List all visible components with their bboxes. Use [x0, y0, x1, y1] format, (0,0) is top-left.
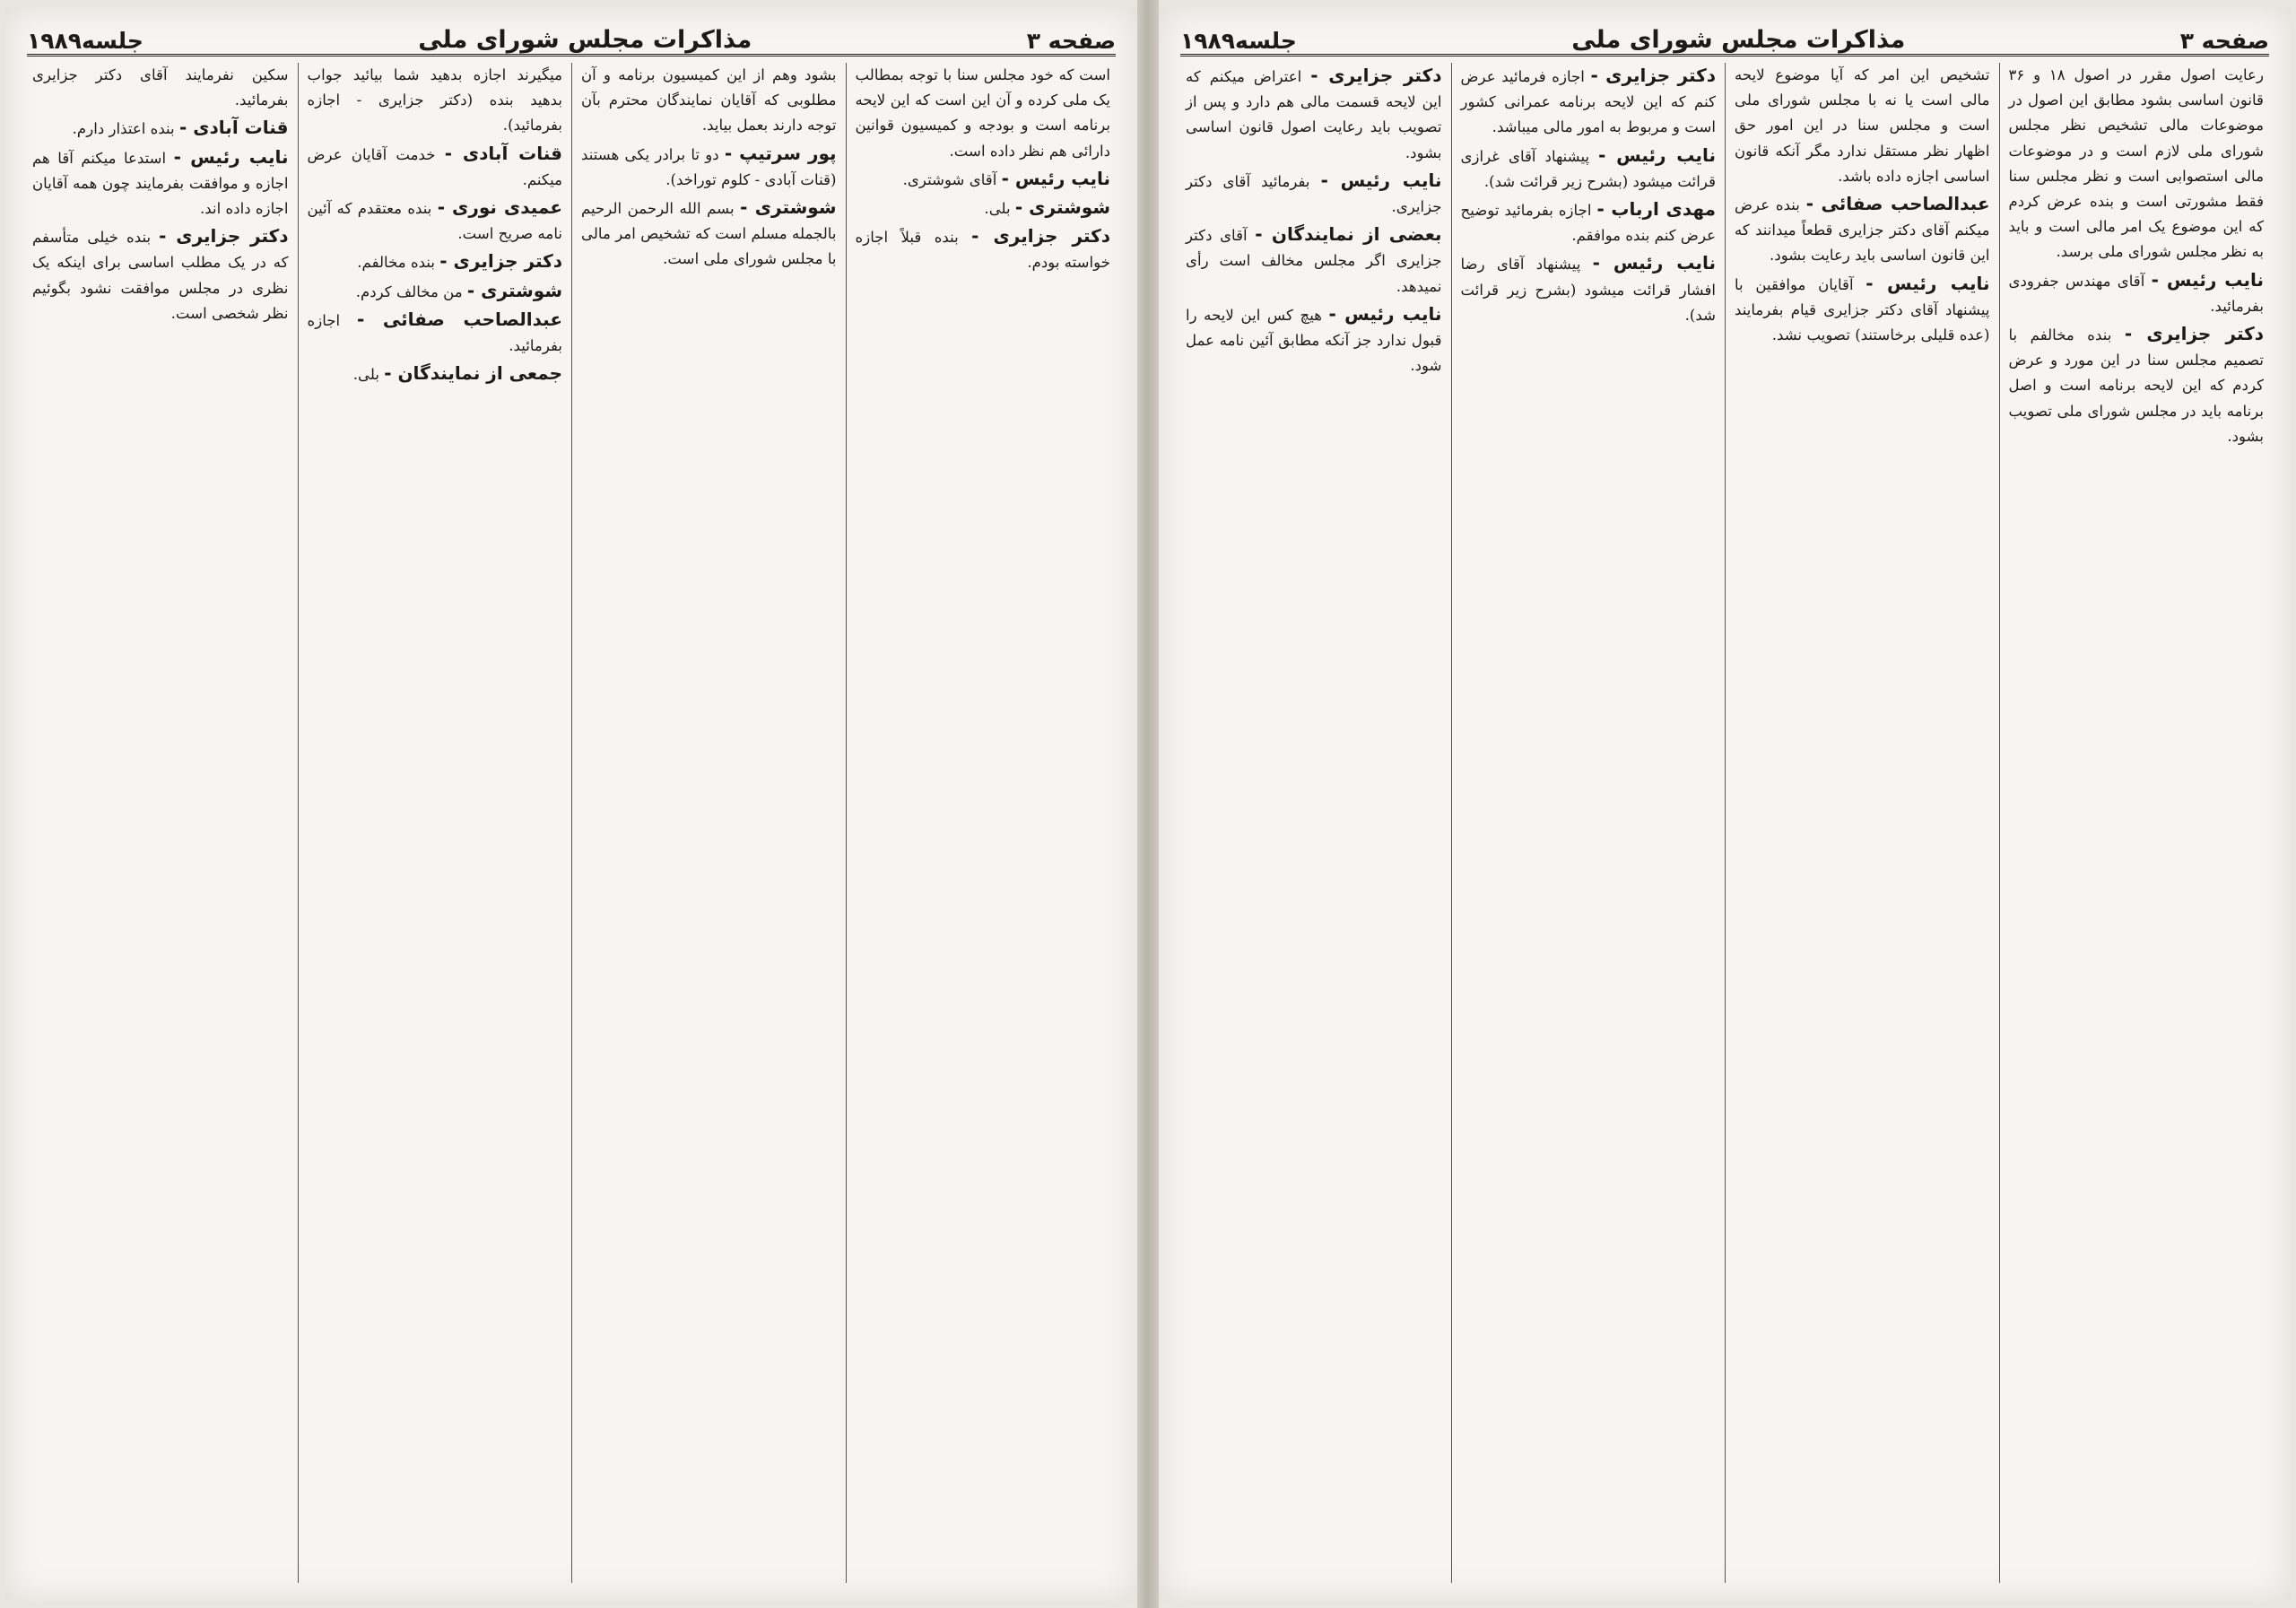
speaker-name: دکتر جزایری -	[1310, 65, 1442, 86]
text-columns	[1177, 63, 2273, 1583]
speech-text: بنده مخالفم.	[357, 254, 435, 272]
text-column	[23, 63, 298, 1583]
speech-text: بلی.	[984, 200, 1011, 218]
paragraph	[32, 223, 289, 326]
speaker-name: نایب رئیس -	[1328, 302, 1442, 325]
paragraph	[581, 141, 837, 193]
page-title: مذاکرات مجلس شورای ملی	[1571, 26, 1906, 54]
paragraph	[2009, 267, 2265, 319]
paragraph	[308, 248, 563, 275]
speaker-name: بعضی از نمایندگان -	[1255, 223, 1442, 246]
paragraph	[1186, 63, 1442, 166]
speech-text: اجازه بفرمائید توضیح عرض کنم بنده موافقم.	[1460, 202, 1716, 245]
speech-text: تشخیص این امر که آیا موضوع لایحه مالی است یا نه با مجلس شورای ملی است و مجلس سنا در این امور حق اظهار نظر مستقل ندارد مگر آنکه قانون اساسی اجازه داده باشد.	[1735, 66, 1990, 185]
speech-text: اجازه فرمائید عرض کنم که این لایحه برنامه عمرانی کشور است و مربوط به امور مالی میباشد.	[1460, 68, 1716, 136]
speech-text: دو تا برادر یکی هستند (قنات آبادی - کلوم توراخد).	[581, 145, 837, 188]
right-page	[1159, 7, 2291, 1601]
paragraph	[1461, 63, 1717, 141]
paragraph	[308, 307, 563, 359]
speech-text: آقایان موافقین با پیشنهاد آقای دکتر جزایری قیام بفرمایند (عده قلیلی برخاستند) تصویب نشد.	[1735, 275, 1990, 344]
paragraph	[856, 166, 1111, 193]
speech-text: آقای دکتر جزایری اگر مجلس مخالف است رأی نمیدهد.	[1186, 227, 1442, 295]
speaker-name: نایب رئیس -	[173, 145, 289, 168]
paragraph	[308, 141, 563, 193]
paragraph	[32, 63, 289, 113]
paragraph	[308, 361, 563, 387]
paragraph	[1186, 222, 1442, 300]
speech-text: هیچ کس این لایحه را قبول ندارد جز آنکه مطابق آئین نامه عمل شود.	[1186, 306, 1442, 375]
paragraph	[1461, 196, 1717, 248]
speaker-name: قنات آبادی -	[178, 117, 289, 139]
paragraph	[581, 63, 837, 139]
page-number: صفحه ۳	[1026, 28, 1116, 54]
speech-text: بنده خیلی متأسفم که در یک مطلب اساسی برای اینکه یک نظری در مجلس موافقت نشود بگوئیم نظر شخصی است.	[32, 229, 289, 322]
page-header	[1180, 14, 2269, 56]
paragraph	[1186, 168, 1442, 220]
paragraph	[1735, 63, 1990, 189]
paragraph	[308, 63, 563, 139]
speaker-name: نایب رئیس -	[1866, 272, 1990, 294]
session-number: جلسه۱۹۸۹	[27, 28, 144, 54]
speaker-name: دکتر جزایری -	[2124, 323, 2264, 345]
paragraph	[2009, 63, 2265, 265]
speaker-name: عبدالصاحب صفائی -	[357, 308, 562, 330]
speech-text: آقای مهندس جفرودی بفرمائید.	[2008, 272, 2264, 315]
paragraph	[1461, 143, 1717, 195]
text-column	[846, 63, 1120, 1583]
left-page	[5, 7, 1137, 1601]
speech-text: خدمت آقایان عرض میکنم.	[307, 145, 562, 188]
speech-text: پیشنهاد آقای رضا افشار قرائت میشود (بشرح زیر قرائت شد).	[1460, 256, 1716, 324]
text-columns	[23, 63, 1119, 1583]
page-header	[27, 14, 1116, 56]
speech-text: استدعا میکنم آقا هم اجازه و موافقت بفرمایند چون همه آقایان اجازه داده اند.	[32, 149, 289, 218]
speaker-name: نایب رئیس -	[2151, 268, 2264, 291]
speaker-name: دکتر جزایری -	[971, 225, 1111, 248]
speech-text: بنده اعتذار دارم.	[72, 120, 175, 138]
speaker-name: پور سرتیپ -	[724, 142, 837, 164]
text-column	[571, 63, 846, 1583]
paragraph	[581, 195, 837, 273]
text-column	[1451, 63, 1726, 1583]
speaker-name: قنات آبادی -	[444, 142, 562, 164]
text-column	[1999, 63, 2274, 1583]
speech-text: بنده مخالفم با تصمیم مجلس سنا در این مورد و عرض کردم که این لایحه برنامه است و اصل برنامه باید در مجلس شورای ملی تصویب بشود.	[2008, 326, 2264, 445]
speaker-name: نایب رئیس -	[1001, 167, 1110, 189]
speech-text: اعتراض میکنم که این لایحه قسمت مالی هم دارد و پس از تصویب باید رعایت اصول قانون اساسی بشود.	[1186, 68, 1442, 161]
paragraph	[856, 63, 1111, 164]
speech-text: اجازه بفرمائید.	[307, 311, 562, 355]
speaker-name: دکتر جزایری -	[1590, 65, 1716, 86]
speaker-name: نایب رئیس -	[1592, 252, 1716, 274]
paragraph	[1735, 191, 1990, 269]
speech-text: بلی.	[352, 366, 379, 384]
speech-text: بشود وهم از این کمیسیون برنامه و آن مطلوبی که آقایان نمایندگان محترم بآن توجه دارند بعمل بیاید.	[581, 66, 837, 135]
speech-text: بنده عرض میکنم آقای دکتر جزایری قطعاً میدانند که این قانون اساسی باید رعایت بشود.	[1735, 196, 1990, 265]
speech-text: آقای شوشتری.	[902, 170, 997, 188]
paragraph	[856, 195, 1111, 222]
page-number: صفحه ۳	[2179, 28, 2269, 54]
speech-text: پیشنهاد آقای غرازی قرائت میشود (بشرح زیر قرائت شد).	[1460, 147, 1716, 190]
speaker-name: دکتر جزایری -	[159, 225, 289, 248]
paragraph	[1186, 301, 1442, 379]
speaker-name: دکتر جزایری -	[439, 250, 562, 273]
paragraph	[308, 278, 563, 305]
speech-text: بفرمائید آقای دکتر جزایری.	[1186, 172, 1442, 216]
speaker-name: شوشتری -	[740, 196, 837, 219]
speech-text: بنده معتقدم که آئین نامه صریح است.	[307, 200, 562, 243]
speech-text: رعایت اصول مقرر در اصول ۱۸ و ۳۶ قانون اساسی بشود مطابق این اصول در موضوعات مالی تشخیص نظر مجلس شورای ملی لازم است و در موضوعات مالی استصوابی است و نظر مجلس سنا فقط مشورتی است و بنده عرض کردم که این موضوع یک امر مالی است و باید به نظر مجلس شورای ملی برسد.	[2008, 66, 2264, 261]
speech-text: است که خود مجلس سنا با توجه بمطالب یک ملی کرده و آن این است که این لایحه برنامه است و بودجه و کمیسیون قوانین دارائی هم نظر داده است.	[855, 66, 1110, 160]
speaker-name: عمیدی نوری -	[437, 196, 562, 219]
speech-text: بسم الله الرحمن الرحیم بالجمله مسلم است که تشخیص امر مالی با مجلس شورای ملی است.	[581, 200, 837, 268]
speaker-name: جمعی از نمایندگان -	[384, 362, 562, 385]
paragraph	[32, 115, 289, 142]
speaker-name: شوشتری -	[1014, 196, 1110, 219]
speaker-name: عبدالصاحب صفائی -	[1805, 193, 1990, 215]
speaker-name: مهدی ارباب -	[1596, 198, 1716, 221]
paragraph	[1461, 250, 1717, 328]
paragraph	[32, 144, 289, 222]
speech-text: من مخالف کردم.	[355, 282, 463, 300]
speech-text: میگیرند اجازه بدهید شما بیائید جواب بدهید بنده (دکتر جزایری - اجازه بفرمائید).	[307, 66, 562, 135]
paragraph	[2009, 321, 2265, 449]
paragraph	[1735, 271, 1990, 349]
text-column	[1725, 63, 1999, 1583]
text-column	[1177, 63, 1451, 1583]
speaker-name: شوشتری -	[466, 279, 562, 301]
speech-text: سکین نفرمایند آقای دکتر جزایری بفرمائید.	[32, 66, 289, 109]
session-number: جلسه۱۹۸۹	[1180, 28, 1297, 54]
paragraph	[308, 195, 563, 247]
text-column	[298, 63, 572, 1583]
book-gutter	[1137, 0, 1159, 1608]
paragraph	[856, 223, 1111, 275]
page-title: مذاکرات مجلس شورای ملی	[418, 26, 752, 54]
speech-text: بنده قبلاً اجازه خواسته بودم.	[855, 229, 1110, 272]
speaker-name: نایب رئیس -	[1320, 169, 1442, 191]
speaker-name: نایب رئیس -	[1598, 143, 1716, 166]
